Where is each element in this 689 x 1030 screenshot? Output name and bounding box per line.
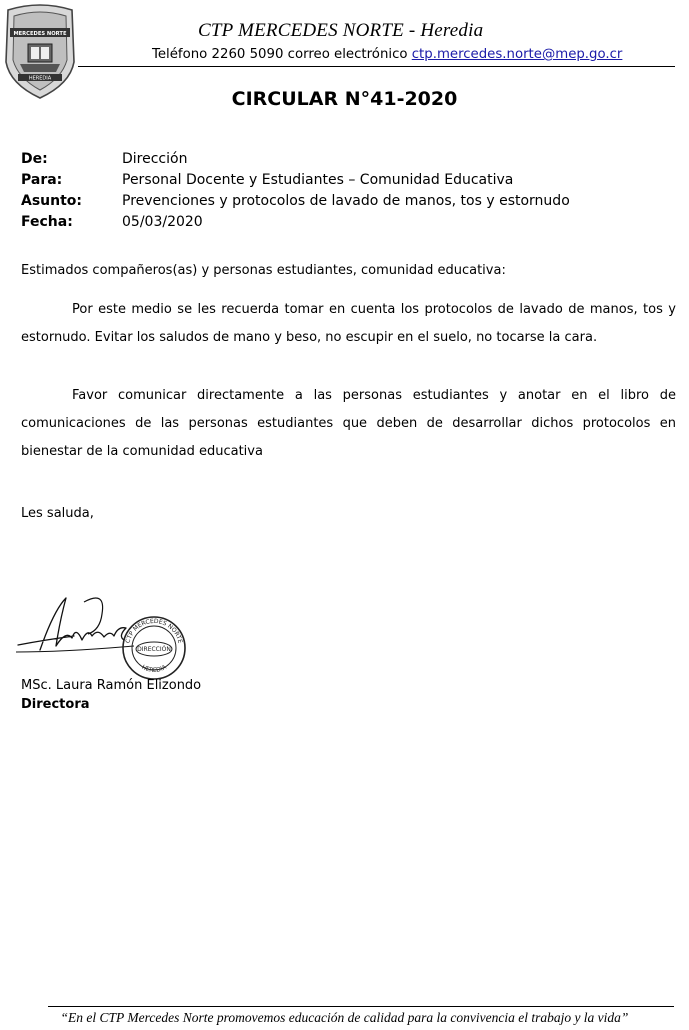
field-label: De: — [21, 151, 48, 167]
body-paragraph-2: Favor comunicar directamente a las personas estudiantes y anotar en el libro de comunicaciones de las personas estudiantes que deben de desarrollar dichos protocolos en bienestar de la comunidad educativa — [21, 388, 676, 459]
stamp-bottom-text: HEREDIA — [140, 663, 168, 675]
field-value: Personal Docente y Estudiantes – Comunidad Educativa — [122, 172, 514, 188]
field-value: Prevenciones y protocolos de lavado de manos, tos y estornudo — [122, 193, 570, 209]
header-divider — [78, 66, 675, 67]
stamp-center-text: DIRECCIÓN — [137, 646, 171, 653]
svg-text:HEREDIA — [140, 663, 168, 674]
greeting: Estimados compañeros(as) y personas estudiantes, comunidad educativa: — [21, 263, 506, 278]
field-de — [21, 151, 187, 167]
field-label: Para: — [21, 172, 63, 188]
contact-prefix: Teléfono 2260 5090 correo electrónico — [152, 47, 412, 62]
signatory-name: MSc. Laura Ramón Elizondo — [21, 678, 202, 693]
school-crest-logo — [0, 2, 80, 100]
field-label: Fecha: — [21, 214, 73, 230]
circular-title: CIRCULAR N°41-2020 — [231, 88, 458, 110]
field-label: Asunto: — [21, 193, 83, 209]
school-name: CTP MERCEDES NORTE - Heredia — [198, 20, 484, 41]
email-link[interactable]: ctp.mercedes.norte@mep.go.cr — [411, 47, 623, 62]
field-fecha — [21, 214, 203, 230]
field-asunto — [21, 193, 570, 209]
field-value: 05/03/2020 — [122, 214, 203, 230]
handwritten-signature-with-stamp — [14, 590, 194, 690]
crest-ribbon-text: HEREDIA — [28, 75, 52, 82]
footer-motto: “En el CTP Mercedes Norte promovemos educación de calidad para la convivencia el trabajo y la vida” — [60, 1010, 629, 1025]
closing: Les saluda, — [21, 506, 94, 521]
body-paragraph-1: Por este medio se les recuerda tomar en cuenta los protocolos de lavado de manos, tos y estornudo. Evitar los saludos de mano y beso, no escupir en el suelo, no tocarse la cara. — [21, 302, 676, 345]
stamp-top-text: CTP MERCEDES NORTE — [124, 617, 184, 645]
field-value: Dirección — [122, 151, 188, 167]
crest-banner-text: MERCEDES NORTE — [13, 31, 67, 37]
field-para — [21, 172, 513, 188]
signatory-role: Directora — [21, 697, 90, 712]
footer-divider — [48, 1006, 674, 1007]
contact-line — [152, 47, 622, 62]
